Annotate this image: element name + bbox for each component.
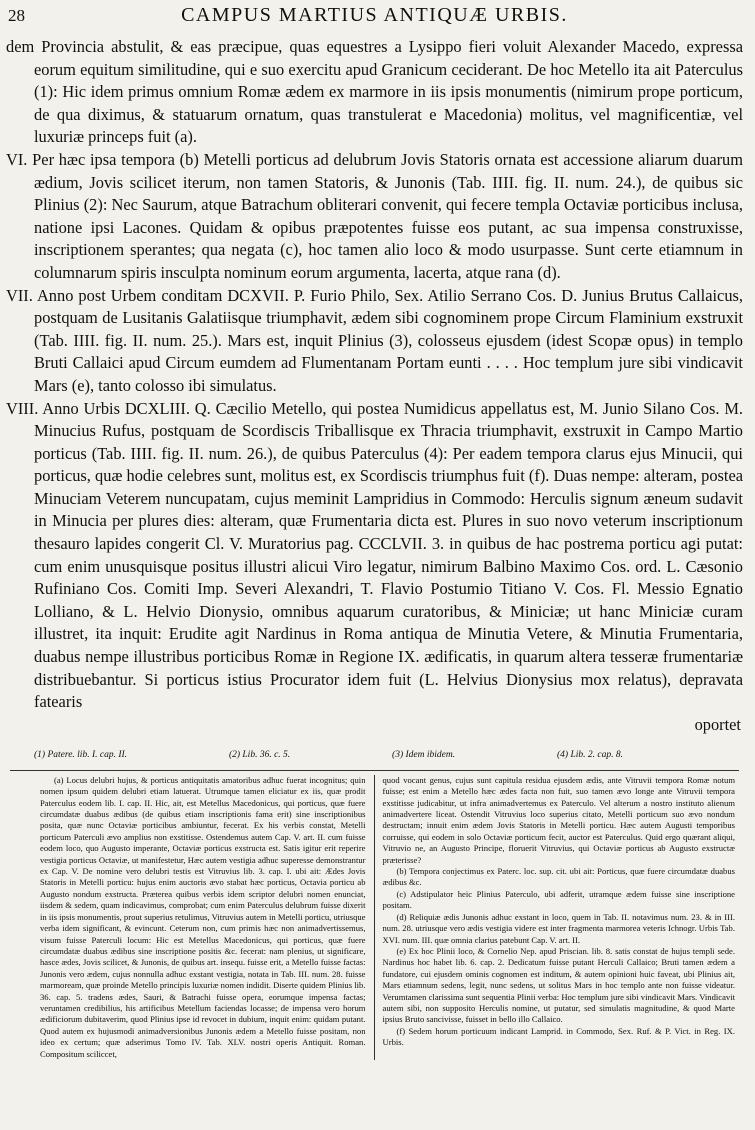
paragraph-vi: VI. Per hæc ipsa tempora (b) Metelli porticus ad delubrum Jovis Statoris ornata est accessione aliarum duarum ædium, Jovis scilicet iterum, non tamen Statoris, & Junonis (Tab. IIII. fig. II. num. 24.), de quibus sic Plinius (2): Nec Saurum, atque Batrachum obliterari convenit, qui fecere templa Octaviæ porticibus inclusa, natione ipsi Lacones. Quidam & opibus præpotentes fuisse eos putant, ac sua impensa construxisse, inscriptionem sperantes; qua negata (c), hoc tamen alio loco & modo usurpasse. Sunt certe etiamnum in columnarum spiris insculpta nominum eorum argumenta, lacerta, atque rana (d). xyxy=(6,149,743,282)
footnote-ref: (1) Patere. lib. I. cap. II. xyxy=(34,749,128,760)
main-text xyxy=(6,36,743,714)
footnote-ref: (3) Idem ibidem. xyxy=(392,749,456,760)
notes xyxy=(6,775,743,1060)
footnote-ref: (4) Lib. 2. cap. 8. xyxy=(557,749,623,760)
footnote-references xyxy=(34,750,623,760)
paragraph-vii: VII. Anno post Urbem conditam DCXVII. P. Furio Philo, Sex. Atilio Serrano Cos. D. Junius Brutus Callaicus, postquam de Lusitanis Galatiisque triumphavit, ædem sibi cognominem prope Circum Flaminium exstruxit (Tab. IIII. fig. II. num. 25.). Mars est, inquit Plinius (3), colosseus ejusdem (idest Scopæ opus) in templo Bruti Callaici apud Circum eumdem ad Flumentanam Portam eunti . . . . Hoc templum jure sibi vindicavit Mars (e), tanto colosso ibi simulatus. xyxy=(6,285,743,395)
paragraph-viii: VIII. Anno Urbis DCXLIII. Q. Cæcilio Metello, qui postea Numidicus appellatus est, M. Junio Silano Cos. M. Minucius Rufus, postquam de Scordiscis Triballisque ex Thracia triumphavit, exstruxit in Campo Martio porticus (Tab. IIII. fig. II. num. 26.), de quibus Paterculus (4): Per eadem tempora clarus ejus Minucii, qui porticus, quæ hodie celebres sunt, molitus est, ex Scordiscis triumphus fuit (f). Duas nempe: alteram, postea Minuciam Veterem nuncupatam, cujus meminit Lampridius in Commodo: Herculis signum æneum sudavit in Minucia per plures dies: alteram, quæ Frumentaria dicta est. Plures in suo novo veterum inscriptionum thesauro lapides congerit Cl. V. Muratorius pag. CCCLVII. 3. in quibus de hac postrema porticu agi putat: cum enim unusquisque positus illustri alicui Viro legatur, nimirum Balbino Maximo Cos. ord. L. Cæsonio Rufiniano Cos. Comiti Imp. Severi Alexandri, T. Flavio Postumio Titiano V. Cos. Fl. Messio Egnatio Lolliano, & L. Helvio Dionysio, omnibus aquarum curatoribus, & Miniciæ; ut hanc Miniciæ curam illustret, ita inquit: Erudite agit Nardinus in Roma antiqua de Minutia Vetere, & Minutia Frumentaria, duabus nempe illustribus porticibus Romæ in Regione IX. ædificatis, in quarum altera tesseræ frumentariæ distribuebantur. Si porticus istius Procurator idem fuit (L. Helvius Dionysius mox relatus), depravata fatearis xyxy=(6,398,743,712)
page-number: 28 xyxy=(8,6,25,25)
note-f: (f) Sedem horum porticuum indicant Lamprid. in Commodo, Sex. Ruf. & P. Vict. in Reg. IX. Urbis. xyxy=(382,1025,735,1048)
note-a-continuation: quod vocant genus, cujus sunt capitula residua ejusdem ædis, ante Vitruvii tempora Romæ notum fuisse; est enim a Metello hæc ædes facta non fuit, suo tamen ævo longe ante Vitruvii tempora exstitisse judicabitur, ut infra animadvertemus ex Paterculo. Vel alterum a nostro instituto alienum animadvertere liceat. Ostendit Vitruvius loco superius citato, Metelli porticum suo ævo nondum destructam; innuit enim ædem Jovis Statoris in Metelli porticu. Hæc autem Augusti temporibus corruisse, qui eodem in solo Octaviæ porticum fecit, auctor est Paterculus. Quid ergo quærant aliqui, Vitruvio ne, an Augusto Principe, floruerit Vitruvius, qui Octaviæ porticus ab Augusto exstructæ præterisse? xyxy=(382,774,735,865)
note-e: (e) Ex hoc Plinii loco, & Cornelio Nep. apud Priscian. lib. 8. satis constat de hujus templi sede. Nardinus hoc habet lib. 6. cap. 2. Dedicatum fuisse putant Herculi Callaico; Bruti tamen ædem a fundatore, cui ejusdem ominis cognomen est inditum, & autem opinioni huic faveat, ubi Plinius ait, Mars etiamnum sedens, legit, nunc sedens, ut solitus Mars in hoc templo ante non fuisse videatur. Verumtamen clarissima sunt sequentia Plinii verba: Hoc templum jure sibi vindicavit Mars. Vindicavit autem sibi, non supposito Herculis nomine, ut putatur, sed simulatis magnitudine, & quod Marte ipsius Bruto sancivisse, fuisset in bello illo Callaico. xyxy=(382,945,735,1025)
running-title: CAMPUS MARTIUS ANTIQUÆ URBIS. xyxy=(181,4,568,26)
notes-left-column xyxy=(6,775,375,1060)
notes-right-column xyxy=(375,775,744,1060)
notes-divider xyxy=(10,770,739,771)
note-d: (d) Reliquiæ ædis Junonis adhuc exstant in loco, quem in Tab. II. notavimus num. 23. & in III. num. 28. utriusque vero ædis vestigia videre est inter fragmenta marmorea veteris Ichnogr. Urbis Tab. XVI. num. III. quæ omnia clarius patebunt Cap. V. art. II. xyxy=(382,911,735,945)
note-c: (c) Adstipulator heic Plinius Paterculo, ubi adferit, utramque ædem fuisse sine inscriptione positam. xyxy=(382,888,735,911)
catchword: oportet xyxy=(694,714,741,734)
note-a: (a) Locus delubri hujus, & porticus antiquitatis amatoribus adhuc fuerat incognitus; quin nomen ipsum quidem delubri etiam latuerat. Utrumque tamen eliciatur ex iis, quæ prodit Paterculus eodem lib. I. cap. II. Hic, ait, est Metellus Macedonicus, qui porticus, quæ fuere circumdatæ duabus ædibus (de quibus etiam inscriptionis fama erit) sine inscriptionibus posita, quæ nunc Octaviæ porticibus ambiuntur, fecerat. Ex his verbis constat, Metelli porticum Paterculi ævo amplius non exstitisse. Ostendemus autem Cap. V. art. II. cum fuisse eodem loco, quo Augusto imperante, Octaviæ porticus exstructa est. Satis igitur erit reperire vestigia porticus Octaviæ, ut manifestetur, Hæc autem vestigia adhuc superesse demonstrantur ex Cap. V. De nomine vero delubri testis est Vitruvius lib. 3. cap. I. ubi ait: Ædes Jovis Statoris in Metelli porticu: hujus enim auctoris ævo stabat hæc porticus, Octavia porticu ab Augusto nondum exstructa. Præterea quibus verbis idem scriptor delubri nomen enunciat, iisdem & sedem, quam indicavimus, comprobat; cum enim Paterculus delubrum fuisse dixerit in iis ipsis monumentis, prout superius retulimus, Vitruvius autem in Metelli porticu, utriusque verba idem significant, & evincunt. Ceterum non, cum primis hæc non animadvertissemus, visum fuisse Paterculi locum: Hic est Metellus Macedonicus, qui porticus, quæ fuere circumdatæ duabus ædibus sine inscriptione positis &c. fecerat: nam plenius, ut significare, hasce ædes, Jovis scilicet, & Junonis, de quibus art. insequ. fuisse erit, a Metello fuisse factas: Junonis vero ædem, cujus nonnulla adhuc exstant vestigia, notata in Tab. III. num. 28. fuisse marmoream, quæ proinde Metello principis luxuriæ nomen indidit. Diserte quidem Plinius lib. 36. cap. 5. tradens ædes, Sauri, & Batrachi fuisse opera, eorumque impensa factas; veruntamen credibilius, his artificibus Metellum faciendas locasse; de impensa vero horum ædificiorum dubitaverim, quod Plinius ipse id revocet in dubium, inquit enim: quidam putant. Quod autem ex hujusmodi animadversionibus Junonis ædem a Metello fuisse positam, non ideo ex certum; quæ adserimus Tomo IV. Tab. XLV. nostri operis Antiquit. Roman. Compositum sciliccet, xyxy=(40,774,366,1059)
footnote-ref: (2) Lib. 36. c. 5. xyxy=(228,749,291,760)
page-header xyxy=(6,4,743,30)
note-b: (b) Tempora conjectimus ex Paterc. loc. sup. cit. ubi ait: Porticus, quæ fuere circumdatæ duabus ædibus &c. xyxy=(382,866,735,888)
paragraph-continuation: dem Provincia abstulit, & eas præcipue, quas equestres a Lysippo fieri voluit Alexander Macedo, expressa eorum equitum similitudine, qui e suo exercitu apud Granicum ceciderant. De hoc Metello ita ait Paterculus (1): Hic idem primus omnium Romæ ædem ex marmore in iis ipsis monumentis (nimirum prope porticum, de qua diximus, & statuarum ornatum, quas transtulerat e Macedonia) molitus, vel magnificentiæ, vel luxuriæ princeps fuit (a). xyxy=(6,37,743,147)
